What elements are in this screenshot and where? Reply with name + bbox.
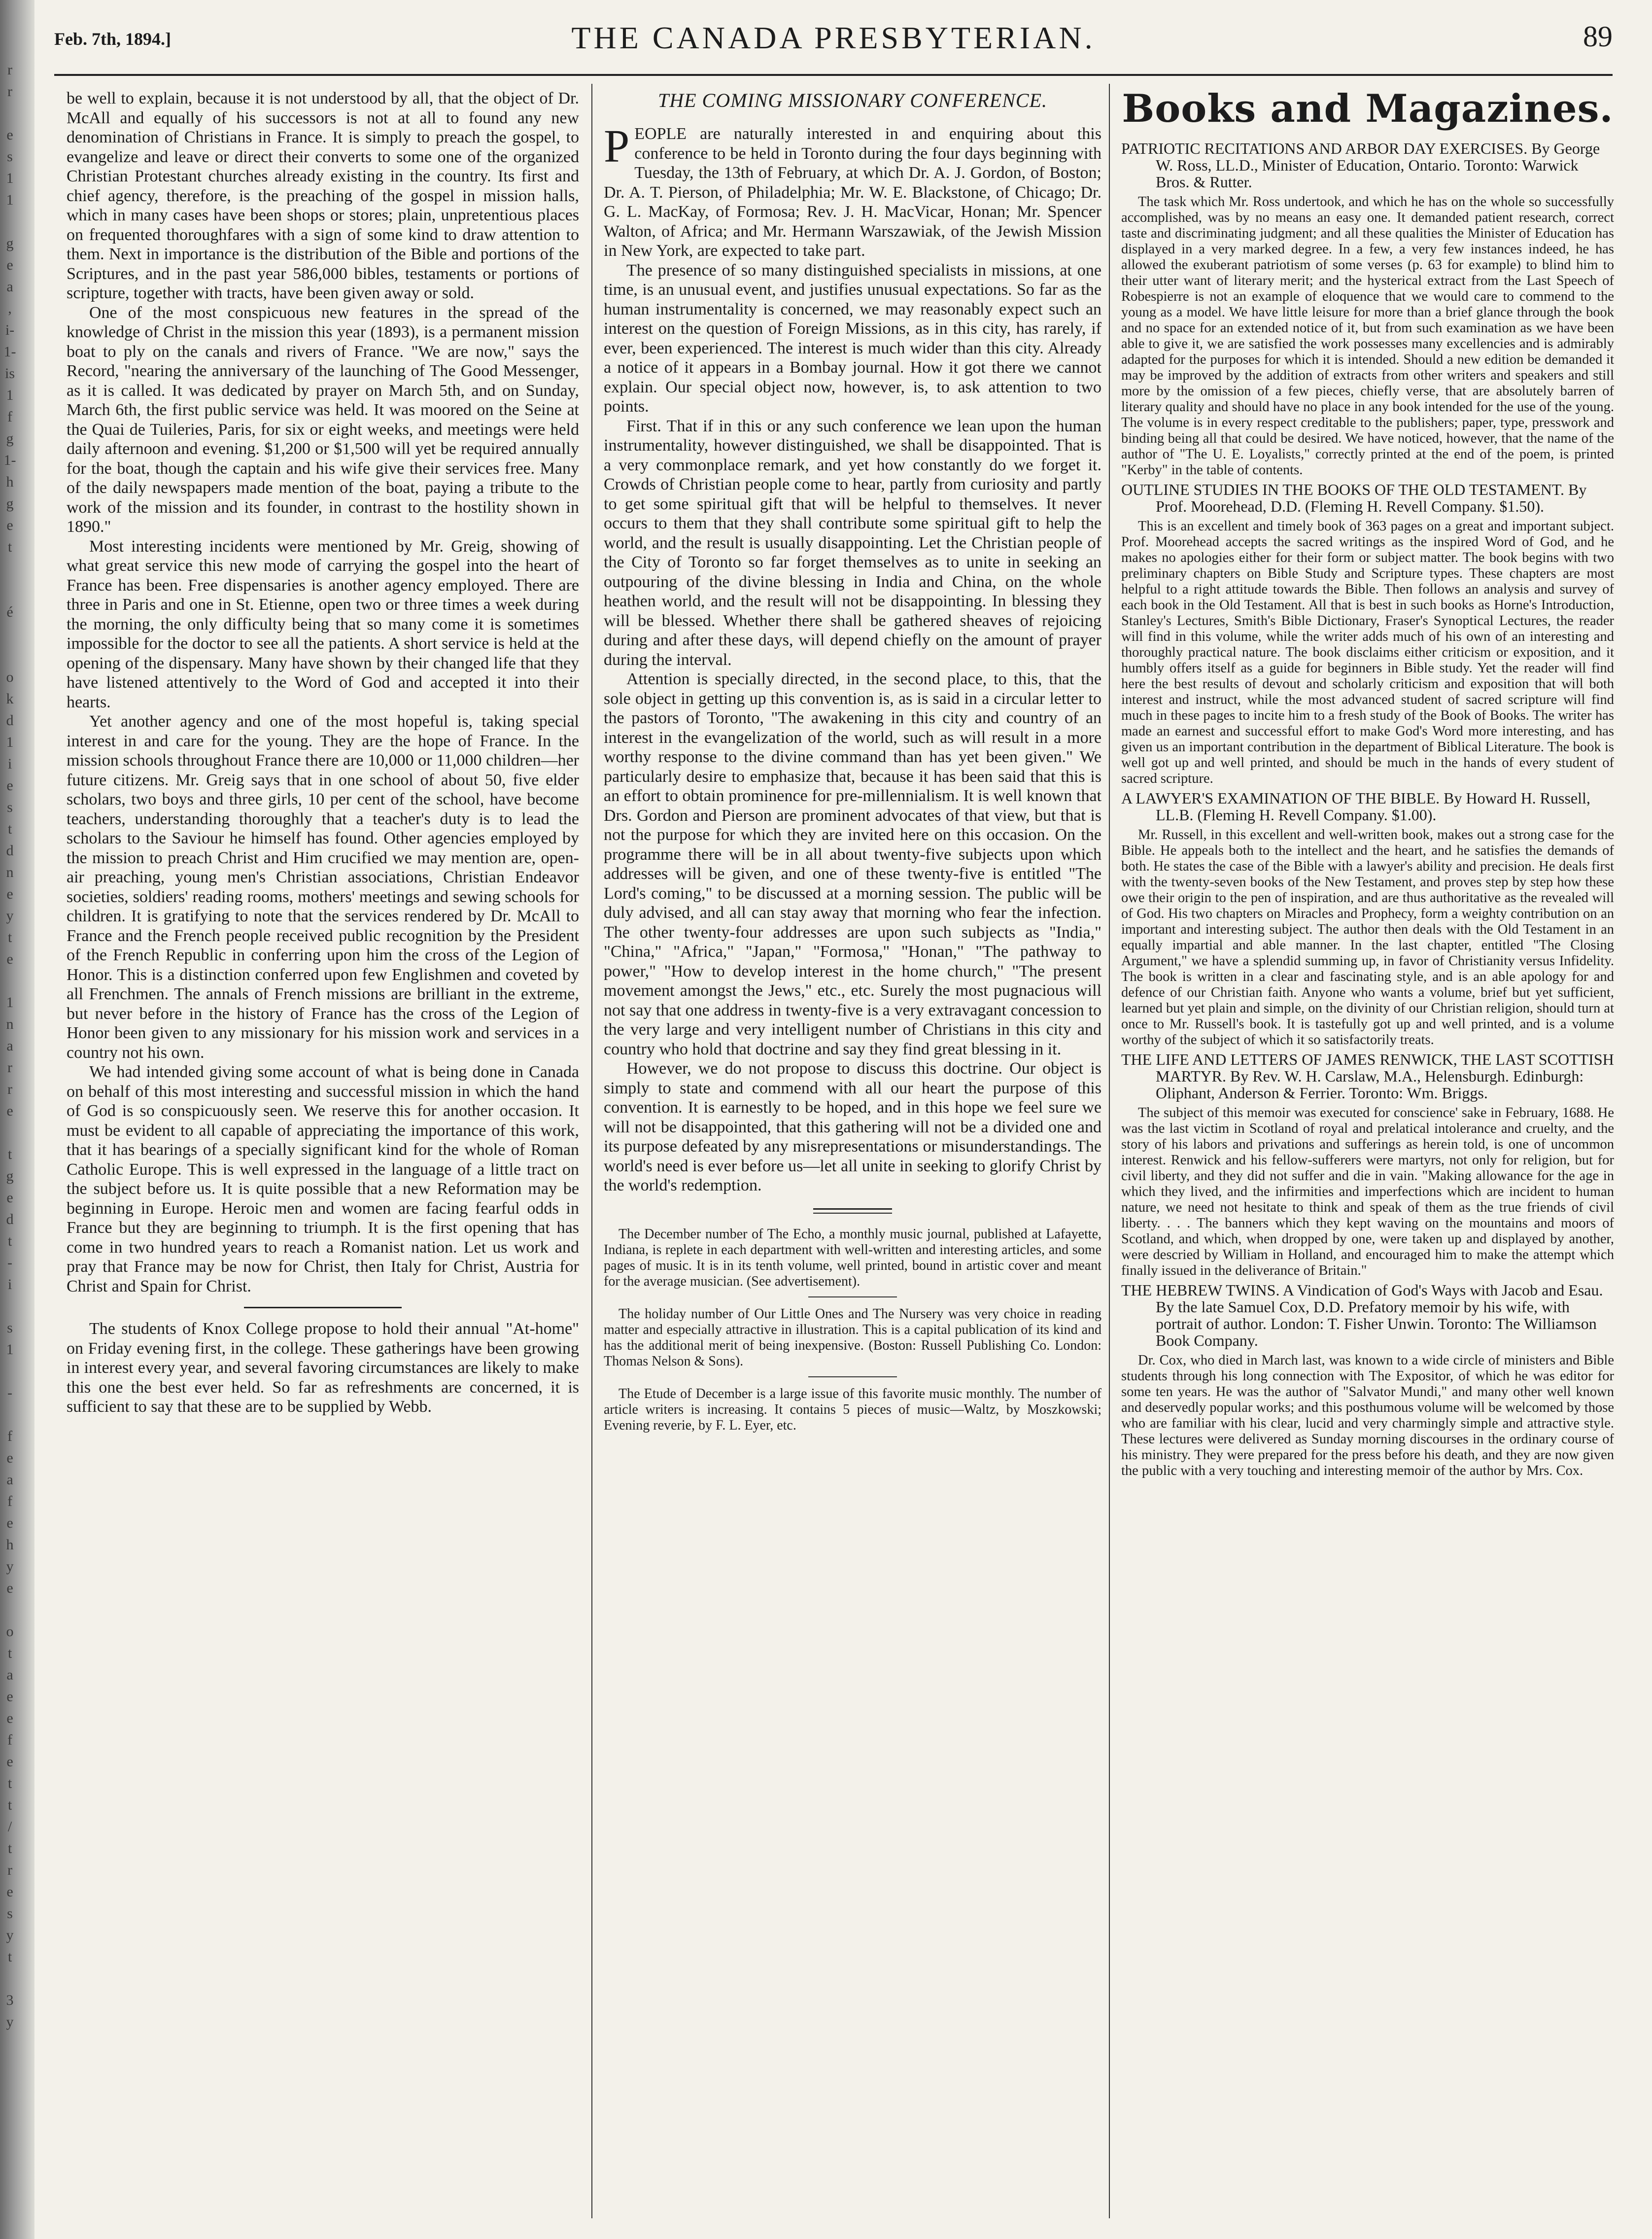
section-rule [813, 1208, 892, 1214]
drop-cap: P [604, 121, 630, 172]
header-title: THE CANADA PRESBYTERIAN. [571, 20, 1096, 55]
review-byline: By Rev. W. H. Carslaw, M.A., Helensburgh. Edinburgh: Oliphant, Anderson & Ferrier. Toronto: Wm. Briggs. [1156, 1067, 1584, 1102]
review-title-text: PATRIOTIC RECITATIONS AND ARBOR DAY EXERCISES. [1121, 140, 1528, 157]
column-rule-1 [591, 84, 592, 2218]
books-magazines-heading: Books and Magazines. [1122, 89, 1614, 131]
review-byline: By Howard H. Russell, LL.B. (Fleming H. Revell Company. $1.00). [1156, 789, 1590, 824]
review-title-text: OUTLINE STUDIES IN THE BOOKS OF THE OLD TESTAMENT. [1121, 481, 1565, 498]
article-paragraph: Attention is specially directed, in the second place, to this, that the sole object in getting up this convention is, as is said in a circular letter to the pastors of Toronto, "The awakening in this city and country of an interest in the evangelization of the world, such as will result in a more worthy response to the divine command than has yet been given." We particularly desire to emphasize that, because it has been said that this is an effort to obtain prominence for pre-millennialism. It is well known that Drs. Gordon and Pierson are prominent advocates of that view, but that is not the purpose for which they are invited here on this occasion. On the programme there will be in all about twenty-five subjects upon which addresses will be given, and one of these twenty-five is entitled "The Lord's coming," to be discussed at a morning session. The public will be duly advised, and all can stay away that morning who fear the infection. The other twenty-four addresses are upon such subjects as "India," "China," "Africa," "Japan," "Formosa," "Honan," "The pathway to power," "How to develop interest in the home church," "The present movement amongst the Jews," etc., etc. Surely the most pugnacious will not say that one address in twenty-five is a very extravagant concession to the very large and very intelligent number of Christians in this city and country who hold that doctrine and say they find great blessing in it. [604, 670, 1101, 1058]
col1-paragraph: Yet another agency and one of the most hopeful is, taking special interest in and care for the young. They are the hope of France. In the mission schools throughout France there are 10,000 or 11,000 children—her future citizens. Mr. Greig says that in one school of about 50, five elder scholars, two boys and three girls, 10 per cent of the school, have become teachers, understanding thoroughly that a teacher's duty is to lead the scholars to the Saviour he himself has found. Other agencies employed by the mission to preach Christ and Him crucified we may mention are, open-air preaching, young men's Christian associations, Christian Endeavor societies, soldiers' reading rooms, mothers' meetings and sewing schools for children. It is gratifying to note that the services rendered by Dr. McAll to France and the French people received public recognition by the President of the French Republic in conferring upon him the cross of the Legion of Honor. This is a distinction conferred upon few Englishmen and coveted by all Frenchmen. The annals of French missions are brilliant in the extreme, but never before in the history of France has the cross of the Legion of Honor been given to any missionary for his mission work and services in a country not his own. [67, 712, 579, 1062]
first-paragraph-text: EOPLE are naturally interested in and enquiring about this conference to be held in Toronto during the four days beginning with Tuesday, the 13th of February, at which Dr. A. J. Gordon, of Boston; Dr. A. T. Pierson, of Philadelphia; Mr. W. E. Blackstone, of Chicago; Dr. G. L. MacKay, of Formosa; Rev. J. H. MacVicar, Honan; Mr. Spencer Walton, of Africa; and Mr. Hermann Warszawiak, of the Jewish Mission in New York, are expected to take part. [604, 125, 1101, 260]
notice-echo: The December number of The Echo, a monthly music journal, published at Lafayette, Indiana, is replete in each department with well-written and interesting articles, and some pages of music. It is in its tenth volume, well printed, bound in artistic cover and meant for the average musician. (See advertisement). [604, 1226, 1101, 1289]
notice-etude: The Etude of December is a large issue of this favorite music monthly. The number of article writers is increasing. It contains 5 pieces of music—Waltz, by Moszkowski; Evening reverie, by F. L. Eyer, etc. [604, 1386, 1101, 1433]
margin-fragments: r r e s 1 1 g e a , i- 1- is 1 f g 1- h g e t é o k d 1 i e s t d n e y t e 1 n a r r e t g e d t - i s 1 - f e a f e h y e o t a e e f e t t / t r e s y t 3 y [3, 62, 16, 2030]
knox-college-paragraph: The students of Knox College propose to hold their annual "At-home" on Friday evening first, in the college. These gatherings have been growing in interest every year, and several favoring circumstances are likely to make this one the best ever held. So far as refreshments are concerned, it is sufficient to say that these are to be supplied by Webb. [67, 1320, 579, 1416]
running-head [54, 15, 1613, 74]
col1-paragraph: be well to explain, because it is not understood by all, that the object of Dr. McAll and equally of his successors is not at all to found any new denomination of Christians in France. It is simply to preach the gospel, to evangelize and leave or direct their converts to some one of the organized Christian Protestant churches already existing in the country. Its first and chief agency, therefore, is the preaching of the gospel in mission halls, which in many cases have been shops or stores; plain, unpretentious places on frequented thoroughfares with a sign of some kind to draw attention to them. Next in importance is the distribution of the Bible and portions of the Scriptures, and in the past year 586,000 bibles, testaments or portions of scripture, together with tracts, have been given away or sold. [67, 89, 579, 302]
column-3 [1121, 89, 1614, 2218]
header-date: Feb. 7th, 1894.] [54, 29, 171, 49]
review-text: This is an excellent and timely book of 363 pages on a great and important subject. Prof. Moorehead accepts the sacred writings as the inspired Word of God, and he makes no apologies either for their form or subject matter. The book begins with two preliminary chapters on Bible Study and Scripture types. These chapters are most helpful to a right attitude towards the Bible. Then follows an analysis and survey of each book in the Old Testament. All that is best in such books as Horne's Introduction, Stanley's Lectures, Smith's Bible Dictionary, Fraser's Synoptical Lectures, the reader will find in this volume, while the writer adds much of his own of an interesting and thoroughly practical nature. The book disclaims either criticism or exposition, and it humbly offers itself as a guide for beginners in Bible study. Yet the reader will find here the best results of devout and scholarly criticism and exposition that will both interest and instruct, while the most advanced student of sacred scripture will find much in these pages to incite him to a fresh study of the Book of Books. The writer has made an earnest and successful effort to make God's Word more interesting, and has given us an important contribution in the department of Biblical Literature. The book is well got up and well printed, and should be much in the hands of every student of sacred scripture. [1121, 519, 1614, 786]
notice-our-little-ones: The holiday number of Our Little Ones and The Nursery was very choice in reading matter and especially attractive in illustration. This is a capital publication of its kind and has the additional merit of being inexpensive. (Boston: Russell Publishing Co. London: Thomas Nelson & Sons). [604, 1306, 1101, 1369]
review-body [1121, 1105, 1614, 1279]
article-paragraph: However, we do not propose to discuss this doctrine. Our object is simply to state and commend with all our heart the purpose of this convention. It is earnestly to be hoped, and in this hope we feel sure we will not be disappointed, that this gathering will not be a divided one and its purpose defeated by any misrepresentations or misunderstandings. The world's need is ever before us—let all unite in seeking to glorify Christ by the world's redemption. [604, 1059, 1101, 1194]
review-byline: By Prof. Moorehead, D.D. (Fleming H. Revell Company. $1.50). [1156, 481, 1587, 515]
col1-paragraph: We had intended giving some account of what is being done in Canada on behalf of this most interesting and successful mission in which the hand of God is so conspicuously seen. We reserve this for another occasion. It must be evident to all capable of appreciating the importance of this work, that it has bearings of a specially significant kind for the whole of Roman Catholic Europe. This is well expressed in the language of a little tract on the subject before us. It is quite possible that a new Reformation may be beginning in Europe. Heroic men and women are facing fearful odds in France but they are beginning to triumph. It is the first opening that has come in two hundred years to reach a Romanist nation. Let us work and pray that France may be now for Christ, then Italy for Christ, Austria for Christ and Spain for Christ. [67, 1063, 579, 1295]
review-title [1121, 1282, 1614, 1349]
review-text: Mr. Russell, in this excellent and well-written book, makes out a strong case for the Bible. He appeals both to the intellect and the heart, and he satisfies the demands of both. He states the case of the Bible with a lawyer's ability and precision. He deals first with the twenty-seven books of the New Testament, and proves step by step how these owe their origin to the pen of inspiration, and are thus authoritative as the revealed will of God. His two chapters on Miracles and Prophecy, form a weighty contribution on an important and interesting subject. The author then deals with the Old Testament in an equally impartial and able manner. In the last chapter, entitled "The Closing Argument," we have a splendid summing up, in favor of Christianity versus Infidelity. The book is written in a clear and fascinating style, and is an able apology for and defence of our Christian faith. Anyone who wants a volume, brief but yet sufficient, learned but yet plain and simple, on the divinity of our Christian religion, should turn at once to Mr. Russell's book. It is tastefully got up and well printed, and is a volume worthy of the subject of which it so satisfactorily treats. [1121, 827, 1614, 1048]
col1-paragraph: One of the most conspicuous new features in the spread of the knowledge of Christ in the mission this year (1893), is a permanent mission boat to ply on the canals and rivers of France. "We are now," says the Record, "nearing the anniversary of the launching of The Good Messenger, as it is called. It was dedicated by prayer on March 5th, and on Sunday, March 6th, the first public service was held. It was moored on the Seine at the Quai de Tuileries, Paris, for six or eight weeks, and meetings were held daily afternoon and evening. $1,200 or $1,500 will yet be required annually for the boat, though the captain and his wife give their services free. Many of the daily newspapers made mention of the boat, paying a tribute to the work of the mission and its founder, in contrast to the hostility shown in 1890." [67, 303, 579, 536]
review-text: The subject of this memoir was executed for conscience' sake in February, 1688. He was the last victim in Scotland of royal and prelatical intolerance and cruelty, and the story of his labors and privations and sufferings as herein told, is one of uncommon interest. Renwick and his fellow-sufferers were martyrs, not only for religion, but for civil liberty, and they did not suffer and die in vain. "Making allowance for the age in which they lived, and the infirmities and imperfections which are incident to human nature, we need not hesitate to think and speak of them as the true friends of civil liberty. . . . The banners which they kept waving on the mountains and moors of Scotland, and which, when dropped by one, were taken up and displayed by another, were descried by William in Holland, and encouraged him to make the attempt which finally issued in the deliverance of Britain." [1121, 1105, 1614, 1278]
review-title [1121, 1051, 1614, 1101]
article-paragraph: The presence of so many distinguished specialists in missions, at one time, is an unusual event, and justifies unusual expectations. So far as the human instrumentality is concerned, we may reasonably expect such an interest on the question of Foreign Missions, as in this city, has rarely, if ever, been experienced. The interest is much wider than this city. Already a notice of it appears in a Bombay journal. How it got there we cannot explain. Our special object now, however, is, to ask attention to two points. [604, 261, 1101, 416]
notice-rule [808, 1376, 897, 1377]
review-title [1121, 790, 1614, 823]
header-rule [54, 74, 1613, 76]
page-number: 89 [1583, 20, 1613, 53]
column-2 [604, 89, 1101, 2218]
review-text: Dr. Cox, who died in March last, was known to a wide circle of ministers and Bible students through his long connection with The Expositor, of which he was editor for some ten years. He was the author of "Salvator Mundi," and many other well known and deservedly popular works; and this posthumous volume will be welcomed by those who are familiar with his clear, lucid and very charmingly simple and attractive style. These lectures were delivered as Sunday morning discourses in the ordinary course of his ministry. They were prepared for the press before his death, and they are now given the public with a very touching and interesting memoir of the author by Mrs. Cox. [1121, 1353, 1614, 1478]
review-title [1121, 140, 1614, 190]
review-body [1121, 1353, 1614, 1479]
review-title-text: THE LIFE AND LETTERS OF JAMES RENWICK, THE LAST SCOTTISH MARTYR. [1121, 1050, 1614, 1085]
review-title [1121, 481, 1614, 515]
column-rule-2 [1109, 84, 1110, 2218]
review-body [1121, 194, 1614, 478]
article-first-paragraph [604, 121, 1101, 261]
review-byline: A Vindication of God's Ways with Jacob and Esau. By the late Samuel Cox, D.D. Prefatory memoir by his wife, with portrait of author. London: T. Fisher Unwin. Toronto: The Williamson Book Company. [1156, 1281, 1603, 1349]
column-1 [67, 89, 579, 2218]
review-text: The task which Mr. Ross undertook, and which he has on the whole so successfully accomplished, was by no means an easy one. It demanded patient research, correct taste and discriminating judgment; and all these qualities the Minister of Education has displayed in a very marked degree. In a few, a very few instances indeed, he has allowed the exuberant patriotism of some verses (p. 63 for example) to blind him to their utter want of literary merit; and the hysterical extract from the Last Speech of Robespierre is not an example of eloquence that we would care to commend to the young as a model. We have little leisure for more than a brief glance through the book and no space for an extended notice of it, but from such examination as we have been able to give it, we are satisfied the work possesses many excellencies and is admirably adapted for the purposes for which it is intended. Should a new edition be demanded it may be improved by the addition of extracts from other writers and speakers and still more by the omission of a few pieces, chiefly verse, that are absolutely barren of literary quality and should have no place in any book intended for the use of the young. The volume is in every respect creditable to the publishers; paper, type, presswork and binding being all that could be desired. We have noticed, however, that the name of the author of "The U. E. Loyalists," correctly printed at the end of the poem, is printed "Kerby" in the table of contents. [1121, 194, 1614, 478]
col1-paragraph: Most interesting incidents were mentioned by Mr. Greig, showing of what great service this new mode of carrying the gospel into the heart of France has been. Free dispensaries is another agency employed. There are three in Paris and one in St. Etienne, open two or three times a week during the morning, the only difficulty being that so many come it is sometimes impossible for the doctor to see all the patients. A short service is held at the opening of the dispensary. Many have shown by their changed life that they have listened attentively to the Word of God and accepted it into their hearts. [67, 537, 579, 711]
review-body [1121, 519, 1614, 787]
notice-rule [808, 1296, 897, 1297]
review-byline: By George W. Ross, LL.D., Minister of Education, Ontario. Toronto: Warwick Bros. & Rutter. [1156, 140, 1600, 191]
review-title-text: A LAWYER'S EXAMINATION OF THE BIBLE. [1121, 789, 1440, 807]
review-title-text: THE HEBREW TWINS. [1121, 1281, 1280, 1299]
notices [604, 1226, 1101, 1434]
article-paragraph: First. That if in this or any such conference we lean upon the human instrumentality, however distinguished, we shall be disappointed. That is a very commonplace remark, and yet how constantly do we forget it. Crowds of Christian people come to hear, partly from curiosity and partly to get some spiritual gift that will be helpful to themselves. It never occurs to them that they shall contribute some spiritual gift to help the world, and the result is usually disappointing. Let the Christian people of the City of Toronto so far forget themselves as to unite in seeking an outpouring of the divine blessing in India and China, on the whole heathen world, and the result will not be disappointing. In blessing they will be blessed. Whether there shall be gathered sheaves of rejoicing during and after these days, will depend chiefly on the amount of prayer during the interval. [604, 417, 1101, 669]
section-rule [244, 1307, 402, 1308]
article-title: THE COMING MISSIONARY CONFERENCE. [657, 89, 1048, 111]
review-body [1121, 827, 1614, 1048]
